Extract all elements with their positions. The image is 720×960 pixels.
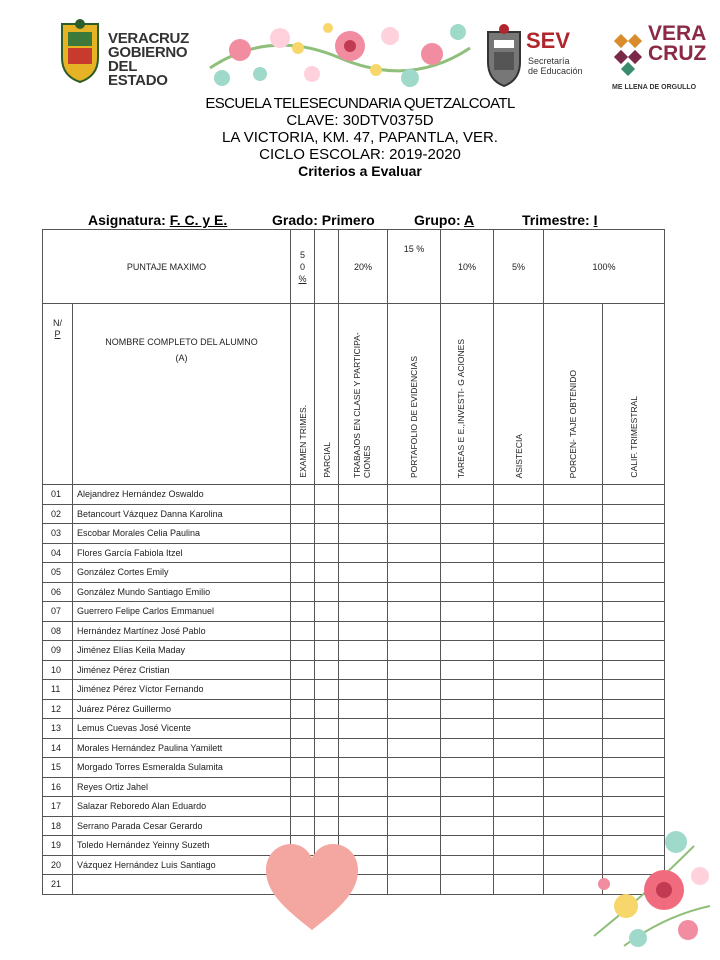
grade-cell[interactable] <box>603 699 665 719</box>
grade-cell[interactable] <box>544 777 603 797</box>
grade-cell[interactable] <box>544 738 603 758</box>
grade-cell[interactable] <box>315 660 339 680</box>
weight-blank <box>315 230 339 304</box>
grade-cell[interactable] <box>339 777 388 797</box>
max-score-label: PUNTAJE MAXIMO <box>43 230 291 304</box>
grade-cell[interactable] <box>339 680 388 700</box>
grade-cell[interactable] <box>441 875 494 895</box>
grade-cell[interactable] <box>388 641 441 661</box>
grade-cell[interactable] <box>315 680 339 700</box>
grade-cell[interactable] <box>544 504 603 524</box>
grade-cell[interactable] <box>339 485 388 505</box>
grade-cell[interactable] <box>315 543 339 563</box>
grade-cell[interactable] <box>339 758 388 778</box>
grade-cell[interactable] <box>291 504 315 524</box>
grade-cell[interactable] <box>603 621 665 641</box>
col-header-classwork: TRABAJOS EN CLASE Y PARTICIPA- CIONES <box>339 304 388 485</box>
weight-15: 15 % <box>388 230 441 304</box>
heart-decoration-icon <box>264 840 360 936</box>
max-score-row <box>43 230 665 304</box>
grade-cell[interactable] <box>315 797 339 817</box>
sev-shield-icon <box>484 22 524 88</box>
student-name: Jiménez Elías Keila Maday <box>73 641 291 661</box>
grade-cell[interactable] <box>494 699 544 719</box>
grade-cell[interactable] <box>603 504 665 524</box>
term-value: I <box>593 212 598 228</box>
grade-cell[interactable] <box>603 680 665 700</box>
grade-cell[interactable] <box>441 641 494 661</box>
grade-cell[interactable] <box>315 719 339 739</box>
col-header-exam: EXAMEN TRIMES. <box>291 304 315 485</box>
student-row <box>43 602 665 622</box>
student-name: Jiménez Pérez Víctor Fernando <box>73 680 291 700</box>
student-number: 16 <box>43 777 73 797</box>
student-number: 14 <box>43 738 73 758</box>
student-name: Guerrero Felipe Carlos Emmanuel <box>73 602 291 622</box>
col-header-homework: TAREAS E E.,INVESTI- G ACIONES <box>441 304 494 485</box>
grade-cell[interactable] <box>291 563 315 583</box>
grade-cell[interactable] <box>388 621 441 641</box>
subject-value: F. C. y E. <box>169 212 228 228</box>
grade-cell[interactable] <box>291 582 315 602</box>
student-row <box>43 738 665 758</box>
grade-cell[interactable] <box>494 816 544 836</box>
student-name: Toledo Hernández Yeinny Suzeth <box>73 836 291 856</box>
grade-cell[interactable] <box>315 641 339 661</box>
student-name <box>73 875 291 895</box>
pattern-icon <box>612 32 644 76</box>
grade-cell[interactable] <box>315 582 339 602</box>
grade-cell[interactable] <box>339 582 388 602</box>
term-field: Trimestre: I <box>522 212 598 228</box>
np-header: N/ P <box>43 304 73 485</box>
grade-cell[interactable] <box>315 699 339 719</box>
grade-cell[interactable] <box>291 816 315 836</box>
student-number: 21 <box>43 875 73 895</box>
column-header-row <box>43 304 665 485</box>
grade-cell[interactable] <box>544 485 603 505</box>
col-header-final-grade: CALIF. TRIMESTRAL <box>603 304 665 485</box>
student-number: 19 <box>43 836 73 856</box>
grade-field: Grado: Primero <box>272 212 375 228</box>
grade-cell[interactable] <box>494 758 544 778</box>
grade-cell[interactable] <box>494 504 544 524</box>
evaluation-table <box>42 229 665 895</box>
veracruz-wordmark: VERA CRUZ <box>648 22 707 65</box>
student-row <box>43 641 665 661</box>
sev-logo <box>484 22 596 92</box>
grade-cell[interactable] <box>291 641 315 661</box>
student-name: Vázquez Hernández Luis Santiago <box>73 855 291 875</box>
student-name-header: NOMBRE COMPLETO DEL ALUMNO (A) <box>73 304 291 485</box>
student-row <box>43 719 665 739</box>
grade-cell[interactable] <box>315 602 339 622</box>
grade-cell[interactable] <box>494 777 544 797</box>
grade-cell[interactable] <box>441 660 494 680</box>
grade-cell[interactable] <box>544 641 603 661</box>
grade-cell[interactable] <box>441 797 494 817</box>
grade-cell[interactable] <box>388 836 441 856</box>
student-row <box>43 582 665 602</box>
grade-cell[interactable] <box>603 582 665 602</box>
student-row <box>43 758 665 778</box>
grade-cell[interactable] <box>494 563 544 583</box>
grade-cell[interactable] <box>544 602 603 622</box>
school-location: LA VICTORIA, KM. 47, PAPANTLA, VER. <box>222 129 498 146</box>
student-number: 02 <box>43 504 73 524</box>
grade-cell[interactable] <box>441 504 494 524</box>
flower-garland-decoration <box>200 8 480 104</box>
grade-cell[interactable] <box>388 875 441 895</box>
student-row <box>43 621 665 641</box>
grade-cell[interactable] <box>603 719 665 739</box>
grade-cell[interactable] <box>441 816 494 836</box>
grade-cell[interactable] <box>441 563 494 583</box>
grade-cell[interactable] <box>291 797 315 817</box>
grade-cell[interactable] <box>603 524 665 544</box>
grade-cell[interactable] <box>603 777 665 797</box>
grade-cell[interactable] <box>441 621 494 641</box>
grade-cell[interactable] <box>544 660 603 680</box>
grade-cell[interactable] <box>388 485 441 505</box>
weight-50: 5 0 % <box>291 230 315 304</box>
weight-5: 5% <box>494 230 544 304</box>
student-name: Flores García Fabiola Itzel <box>73 543 291 563</box>
grade-cell[interactable] <box>544 680 603 700</box>
student-number: 11 <box>43 680 73 700</box>
grade-cell[interactable] <box>441 485 494 505</box>
group-field: Grupo: A <box>414 212 475 228</box>
student-number: 10 <box>43 660 73 680</box>
grade-cell[interactable] <box>441 543 494 563</box>
student-name: Betancourt Vázquez Danna Karolina <box>73 504 291 524</box>
student-row <box>43 485 665 505</box>
grade-cell[interactable] <box>291 758 315 778</box>
grade-cell[interactable] <box>494 875 544 895</box>
grade-cell[interactable] <box>441 602 494 622</box>
grade-cell[interactable] <box>544 524 603 544</box>
grade-cell[interactable] <box>388 524 441 544</box>
grade-cell[interactable] <box>388 543 441 563</box>
grade-cell[interactable] <box>603 563 665 583</box>
student-number: 17 <box>43 797 73 817</box>
grade-cell[interactable] <box>494 602 544 622</box>
grade-cell[interactable] <box>441 758 494 778</box>
grade-cell[interactable] <box>291 777 315 797</box>
grade-cell[interactable] <box>544 582 603 602</box>
grade-cell[interactable] <box>339 543 388 563</box>
grade-cell[interactable] <box>315 738 339 758</box>
sev-subtitle: Secretaría de Educación <box>528 56 583 76</box>
grade-cell[interactable] <box>291 485 315 505</box>
grade-cell[interactable] <box>388 563 441 583</box>
weight-10: 10% <box>441 230 494 304</box>
student-row <box>43 816 665 836</box>
student-name: Hernández Martínez José Pablo <box>73 621 291 641</box>
grade-cell[interactable] <box>315 777 339 797</box>
grade-cell[interactable] <box>441 836 494 856</box>
grade-cell[interactable] <box>291 680 315 700</box>
grade-cell[interactable] <box>339 602 388 622</box>
col-header-percentage: PORCEN- TAJE OBTENIDO <box>544 304 603 485</box>
student-name: Jiménez Pérez Cristian <box>73 660 291 680</box>
student-rows <box>43 485 665 895</box>
grade-cell[interactable] <box>494 543 544 563</box>
student-name: González Cortes Emily <box>73 563 291 583</box>
grade-cell[interactable] <box>494 719 544 739</box>
grade-cell[interactable] <box>291 543 315 563</box>
grade-cell[interactable] <box>339 660 388 680</box>
student-number: 18 <box>43 816 73 836</box>
grade-cell[interactable] <box>388 680 441 700</box>
veracruz-orgullo-logo <box>610 24 718 100</box>
school-cycle: CICLO ESCOLAR: 2019-2020 <box>259 146 461 163</box>
student-name: Alejandrez Hernández Oswaldo <box>73 485 291 505</box>
grade-cell[interactable] <box>315 485 339 505</box>
veracruz-gobierno-logo <box>58 18 198 90</box>
student-row <box>43 680 665 700</box>
grade-cell[interactable] <box>388 582 441 602</box>
grade-cell[interactable] <box>315 816 339 836</box>
grade-cell[interactable] <box>494 641 544 661</box>
grade-cell[interactable] <box>315 504 339 524</box>
grade-cell[interactable] <box>291 719 315 739</box>
sev-wordmark: SEV <box>526 28 571 53</box>
student-name: Escobar Morales Celia Paulina <box>73 524 291 544</box>
grade-cell[interactable] <box>441 738 494 758</box>
grade-cell[interactable] <box>603 485 665 505</box>
grade-cell[interactable] <box>315 563 339 583</box>
grade-cell[interactable] <box>315 621 339 641</box>
student-name: González Mundo Santiago Emilio <box>73 582 291 602</box>
grade-cell[interactable] <box>494 680 544 700</box>
grade-value: Primero <box>321 212 375 228</box>
grade-cell[interactable] <box>388 719 441 739</box>
grade-cell[interactable] <box>291 660 315 680</box>
grade-cell[interactable] <box>291 621 315 641</box>
grade-cell[interactable] <box>388 758 441 778</box>
grade-cell[interactable] <box>315 758 339 778</box>
grade-cell[interactable] <box>494 836 544 856</box>
grade-cell[interactable] <box>544 699 603 719</box>
student-number: 03 <box>43 524 73 544</box>
grade-cell[interactable] <box>544 719 603 739</box>
student-name: Juárez Pérez Guillermo <box>73 699 291 719</box>
grade-cell[interactable] <box>441 777 494 797</box>
student-row <box>43 504 665 524</box>
student-name: Morales Hernández Paulina Yamilett <box>73 738 291 758</box>
grade-cell[interactable] <box>388 816 441 836</box>
grade-cell[interactable] <box>441 524 494 544</box>
grade-cell[interactable] <box>291 524 315 544</box>
grade-cell[interactable] <box>544 758 603 778</box>
grade-cell[interactable] <box>441 582 494 602</box>
student-name: Salazar Reboredo Alan Eduardo <box>73 797 291 817</box>
student-number: 12 <box>43 699 73 719</box>
grade-cell[interactable] <box>603 738 665 758</box>
grade-cell[interactable] <box>339 738 388 758</box>
student-row <box>43 699 665 719</box>
grade-cell[interactable] <box>494 855 544 875</box>
student-row <box>43 797 665 817</box>
grade-cell[interactable] <box>544 543 603 563</box>
grade-cell[interactable] <box>603 543 665 563</box>
grade-cell[interactable] <box>388 855 441 875</box>
student-name: Reyes Ortiz Jahel <box>73 777 291 797</box>
grade-cell[interactable] <box>603 660 665 680</box>
student-name: Morgado Torres Esmeralda Sulamita <box>73 758 291 778</box>
grade-cell[interactable] <box>388 738 441 758</box>
grade-cell[interactable] <box>494 485 544 505</box>
student-row <box>43 543 665 563</box>
student-name: Serrano Parada Cesar Gerardo <box>73 816 291 836</box>
grade-cell[interactable] <box>339 563 388 583</box>
veracruz-gobierno-wordmark: VERACRUZ GOBIERNO DEL ESTADO <box>108 30 189 89</box>
student-number: 06 <box>43 582 73 602</box>
grade-cell[interactable] <box>494 660 544 680</box>
grade-cell[interactable] <box>291 602 315 622</box>
student-number: 13 <box>43 719 73 739</box>
state-coat-of-arms-icon <box>58 18 102 84</box>
criteria-title: Criterios a Evaluar <box>298 163 422 179</box>
student-number: 07 <box>43 602 73 622</box>
grade-cell[interactable] <box>603 641 665 661</box>
flower-corner-decoration <box>584 826 720 960</box>
student-number: 05 <box>43 563 73 583</box>
grade-cell[interactable] <box>603 797 665 817</box>
student-row <box>43 524 665 544</box>
grade-cell[interactable] <box>339 504 388 524</box>
grade-cell[interactable] <box>388 504 441 524</box>
col-header-portfolio: PORTAFOLIO DE EVIDENCIAS <box>388 304 441 485</box>
grade-cell[interactable] <box>315 524 339 544</box>
weight-100: 100% <box>544 230 665 304</box>
weight-20: 20% <box>339 230 388 304</box>
grade-cell[interactable] <box>388 777 441 797</box>
student-number: 15 <box>43 758 73 778</box>
student-row <box>43 777 665 797</box>
grade-cell[interactable] <box>339 797 388 817</box>
grade-cell[interactable] <box>603 602 665 622</box>
grade-cell[interactable] <box>494 524 544 544</box>
grade-cell[interactable] <box>544 797 603 817</box>
grade-cell[interactable] <box>544 621 603 641</box>
grade-cell[interactable] <box>441 719 494 739</box>
grade-cell[interactable] <box>494 797 544 817</box>
document-header <box>0 95 720 180</box>
grade-cell[interactable] <box>339 699 388 719</box>
student-number: 09 <box>43 641 73 661</box>
col-header-partial: PARCIAL <box>315 304 339 485</box>
grade-cell[interactable] <box>339 621 388 641</box>
student-row <box>43 563 665 583</box>
school-key: CLAVE: 30DTV0375D <box>286 112 434 129</box>
grade-cell[interactable] <box>388 797 441 817</box>
group-value: A <box>464 212 475 228</box>
grade-cell[interactable] <box>441 855 494 875</box>
grade-cell[interactable] <box>291 699 315 719</box>
grade-cell[interactable] <box>388 660 441 680</box>
grade-cell[interactable] <box>603 758 665 778</box>
grade-cell[interactable] <box>544 563 603 583</box>
grade-cell[interactable] <box>441 680 494 700</box>
grade-cell[interactable] <box>494 582 544 602</box>
grade-cell[interactable] <box>494 621 544 641</box>
orgullo-tagline: ME LLENA DE ORGULLO <box>612 84 697 91</box>
col-header-attendance: ASISTECIA <box>494 304 544 485</box>
student-row <box>43 660 665 680</box>
student-number: 04 <box>43 543 73 563</box>
grade-cell[interactable] <box>441 699 494 719</box>
grade-cell[interactable] <box>388 699 441 719</box>
grade-cell[interactable] <box>291 738 315 758</box>
subject-field: Asignatura: F. C. y E. <box>88 212 228 228</box>
grade-cell[interactable] <box>388 602 441 622</box>
student-number: 01 <box>43 485 73 505</box>
grade-cell[interactable] <box>494 738 544 758</box>
grade-cell[interactable] <box>339 641 388 661</box>
student-name: Lemus Cuevas José Vicente <box>73 719 291 739</box>
student-number: 20 <box>43 855 73 875</box>
grade-cell[interactable] <box>339 816 388 836</box>
school-name: ESCUELA TELESECUNDARIA QUETZALCOATL <box>205 95 515 112</box>
grade-cell[interactable] <box>339 719 388 739</box>
grade-cell[interactable] <box>339 524 388 544</box>
student-number: 08 <box>43 621 73 641</box>
